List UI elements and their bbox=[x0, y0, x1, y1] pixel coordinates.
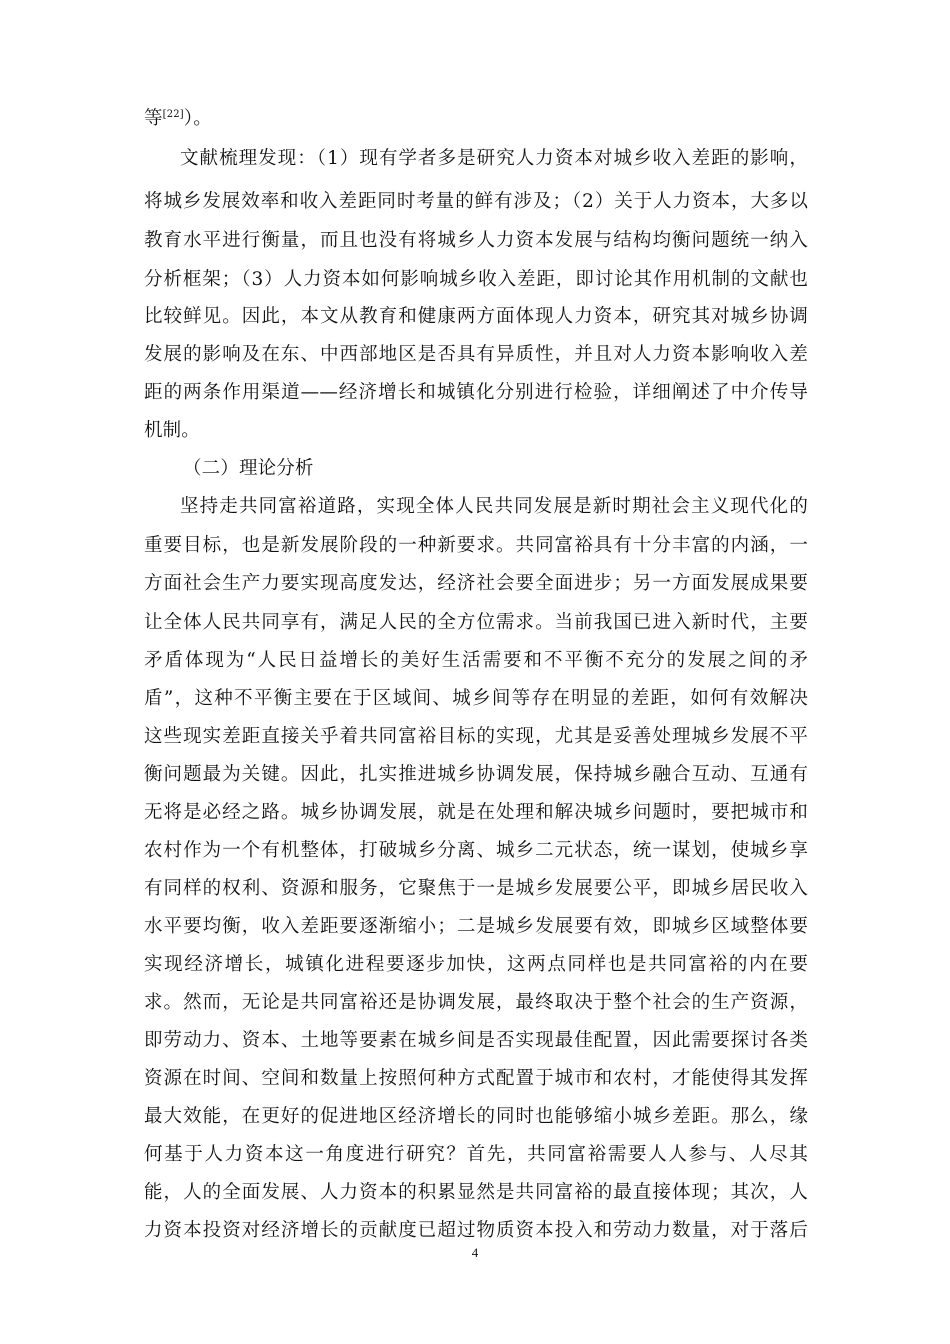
section-heading: （二）理论分析 bbox=[183, 458, 314, 479]
paragraph-line: 最大效能，在更好的促进地区经济增长的同时也能够缩小城乡差距。那么，缘 bbox=[144, 1106, 808, 1127]
paragraph-line: 让全体人民共同享有，满足人民的全方位需求。当前我国已进入新时代，主要 bbox=[144, 612, 808, 633]
paragraph-line: 水平要均衡，收入差距要逐渐缩小；二是城乡发展要有效，即城乡区域整体要 bbox=[144, 916, 808, 937]
paragraph-line: 何基于人力资本这一角度进行研究？首先，共同富裕需要人人参与、人尽其 bbox=[144, 1144, 808, 1165]
continuation-text: 等 bbox=[144, 108, 163, 129]
paragraph-line: 发展的影响及在东、中西部地区是否具有异质性，并且对人力资本影响收入差 bbox=[144, 344, 808, 365]
page-number: 4 bbox=[471, 1245, 479, 1260]
paragraph-line: 比较鲜见。因此，本文从教育和健康两方面体现人力资本，研究其对城乡协调 bbox=[144, 306, 808, 327]
paragraph-line: 盾”，这种不平衡主要在于区域间、城乡间等存在明显的差距，如何有效解决 bbox=[144, 688, 808, 709]
paragraph-line: 距的两条作用渠道——经济增长和城镇化分别进行检验，详细阐述了中介传导 bbox=[144, 382, 808, 403]
paragraph-line: 分析框架；（3）人力资本如何影响城乡收入差距，即讨论其作用机制的文献也 bbox=[144, 269, 808, 290]
paragraph-line: 衡问题最为关键。因此，扎实推进城乡协调发展，保持城乡融合互动、互通有 bbox=[144, 764, 808, 785]
paragraph-line: 重要目标，也是新发展阶段的一种新要求。共同富裕具有十分丰富的内涵，一 bbox=[144, 535, 808, 556]
paragraph-line: 有同样的权利、资源和服务，它聚焦于一是城乡发展要公平，即城乡居民收入 bbox=[144, 878, 808, 899]
paragraph-line: 教育水平进行衡量，而且也没有将城乡人力资本发展与结构均衡问题统一纳入 bbox=[144, 230, 808, 251]
paragraph-line: 实现经济增长，城镇化进程要逐步加快，这两点同样也是共同富裕的内在要 bbox=[144, 954, 808, 975]
paragraph-line: 矛盾体现为“人民日益增长的美好生活需要和不平衡不充分的发展之间的矛 bbox=[144, 650, 808, 671]
paragraph-line: 农村作为一个有机整体，打破城乡分离、城乡二元状态，统一谋划，使城乡享 bbox=[144, 840, 808, 861]
paragraph-line: 无将是必经之路。城乡协调发展，就是在处理和解决城乡问题时，要把城市和 bbox=[144, 802, 808, 823]
paragraph-line: 文献梳理发现：（1）现有学者多是研究人力资本对城乡收入差距的影响， bbox=[180, 148, 808, 169]
paragraph-line: 资源在时间、空间和数量上按照何种方式配置于城市和农村，才能使得其发挥 bbox=[144, 1068, 808, 1089]
paragraph-line: 求。然而，无论是共同富裕还是协调发展，最终取决于整个社会的生产资源， bbox=[144, 992, 808, 1013]
paragraph-line: 即劳动力、资本、土地等要素在城乡间是否实现最佳配置，因此需要探讨各类 bbox=[144, 1030, 808, 1051]
continuation-line bbox=[144, 104, 212, 134]
paragraph-line: 方面社会生产力要实现高度发达，经济社会要全面进步；另一方面发展成果要 bbox=[144, 573, 808, 594]
paragraph-line: 这些现实差距直接关乎着共同富裕目标的实现，尤其是妥善处理城乡发展不平 bbox=[144, 726, 808, 747]
paragraph-line: 将城乡发展效率和收入差距同时考量的鲜有涉及；（2）关于人力资本，大多以 bbox=[144, 191, 808, 212]
continuation-tail: ）。 bbox=[183, 108, 212, 129]
paragraph-line: 坚持走共同富裕道路，实现全体人民共同发展是新时期社会主义现代化的 bbox=[180, 496, 808, 517]
paragraph-line: 机制。 bbox=[144, 420, 200, 441]
paragraph-line: 力资本投资对经济增长的贡献度已超过物质资本投入和劳动力数量，对于落后 bbox=[144, 1220, 808, 1241]
paragraph-line: 能，人的全面发展、人力资本的积累显然是共同富裕的最直接体现；其次，人 bbox=[144, 1182, 808, 1203]
citation-reference[interactable]: [22] bbox=[162, 108, 184, 120]
